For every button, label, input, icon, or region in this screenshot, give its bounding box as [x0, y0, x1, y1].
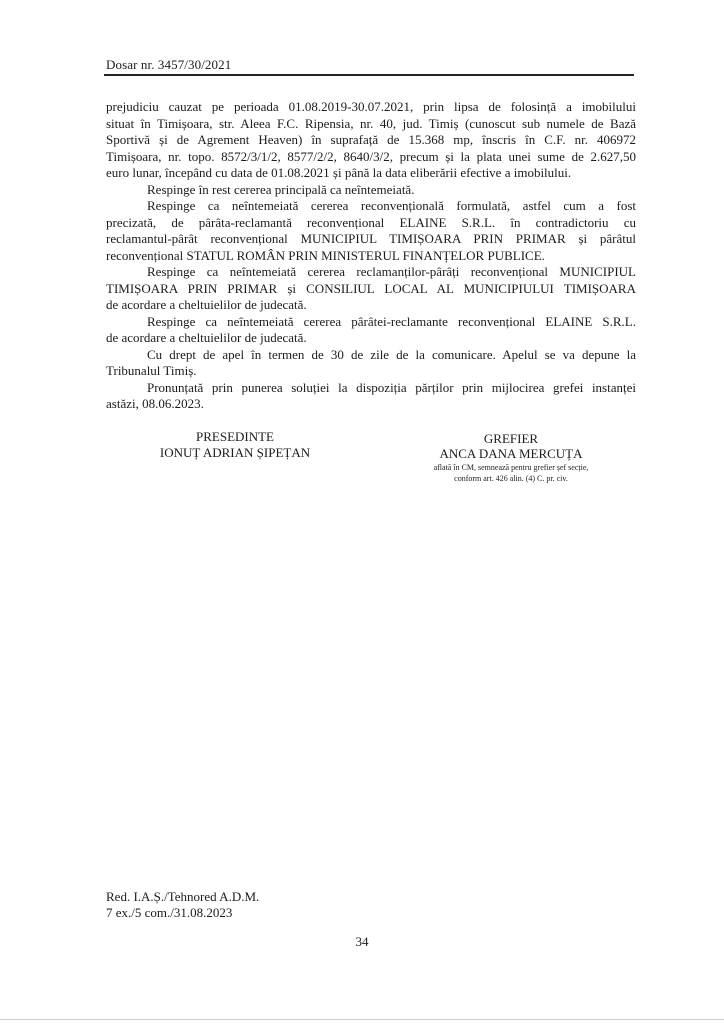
clerk-name: ANCA DANA MERCUȚA	[439, 446, 583, 461]
clerk-signature-block	[416, 431, 606, 484]
paragraph-pronounced	[106, 380, 636, 413]
redaction-line: Red. I.A.Ș./Tehnored A.D.M.	[106, 889, 260, 904]
text-line: Respinge ca neîntemeiată cererea reconvențională formulată, astfel cum a fost	[147, 198, 636, 213]
president-title: PRESEDINTE	[196, 429, 274, 444]
text-line: Sportivă și de Agrement Heaven) în suprafață de 15.368 mp, înscris în C.F. nr. 406972	[106, 132, 636, 147]
text-line: TIMIȘOARA PRIN PRIMAR și CONSILIUL LOCAL AL MUNICIPIULUI TIMIȘOARA	[106, 280, 636, 296]
president-signature-block	[150, 429, 320, 461]
drafting-reference	[106, 889, 259, 921]
text-line: Cu drept de apel în termen de 30 de zile de la comunicare. Apelul se va depune la	[147, 346, 636, 362]
clerk-note-line: aflată în CM, semnează pentru grefier șef secție,	[433, 463, 589, 472]
text-line: reclamantul-pârât reconvențional MUNICIPIUL TIMIȘOARA PRIN PRIMAR și pârâtul	[106, 231, 636, 246]
text-line: euro lunar, începând cu data de 01.08.2021 și până la data eliberării efective a imobilului.	[106, 165, 572, 180]
text-line: de acordare a cheltuielilor de judecată.	[106, 297, 307, 312]
header-divider	[104, 74, 634, 76]
page-bottom-edge	[0, 1019, 724, 1020]
paragraph-reject-rest	[106, 182, 636, 199]
text-line: Respinge ca neîntemeiată cererea pârâtei-reclamante reconvențional ELAINE S.R.L.	[147, 313, 636, 329]
case-number: Dosar nr. 3457/30/2021	[106, 57, 232, 72]
text-line: Timișoara, nr. topo. 8572/3/1/2, 8577/2/2, 8640/3/2, precum și la plata unei sume de 2.627,50	[106, 148, 636, 164]
text-line: reconvențional STATUL ROMÂN PRIN MINISTERUL FINANȚELOR PUBLICE.	[106, 247, 545, 263]
paragraph-reject-costs-municipality	[106, 264, 636, 314]
paragraph-appeal	[106, 347, 636, 380]
paragraph-reject-counterclaim	[106, 198, 636, 264]
page-number: 34	[355, 934, 369, 949]
text-line: precizată, de pârâta-reclamantă reconvențional ELAINE S.R.L. în contradictoriu cu	[106, 214, 636, 230]
ruling-text	[106, 99, 636, 413]
clerk-note-line: conform art. 426 alin. (4) C. pr. civ.	[454, 474, 568, 483]
paragraph-reject-costs-elaine	[106, 314, 636, 347]
text-line: prejudiciu cauzat pe perioada 01.08.2019-30.07.2021, prin lipsa de folosință a imobilului	[106, 99, 636, 114]
text-line: de acordare a cheltuielilor de judecată.	[106, 330, 307, 345]
copies-line: 7 ex./5 com./31.08.2023	[106, 905, 233, 920]
text-line: situat în Timișoara, str. Aleea F.C. Ripensia, nr. 40, jud. Timiș (cunoscut sub numele de Bază	[106, 115, 636, 131]
text-line: Respinge ca neîntemeiată cererea reclamanților-pârâți reconvențional MUNICIPIUL	[147, 264, 636, 279]
clerk-title: GREFIER	[483, 431, 539, 446]
paragraph-damages	[106, 99, 636, 182]
text-line: Tribunalul Timiș.	[106, 363, 197, 378]
text-line: Pronunțată prin punerea soluției la dispoziția părților prin mijlocirea grefei instanței	[147, 379, 636, 395]
president-name: IONUȚ ADRIAN ȘIPEȚAN	[159, 445, 311, 460]
text-line: Respinge în rest cererea principală ca neîntemeiată.	[147, 181, 415, 197]
clerk-note	[416, 462, 606, 484]
text-line: astăzi, 08.06.2023.	[106, 396, 204, 411]
